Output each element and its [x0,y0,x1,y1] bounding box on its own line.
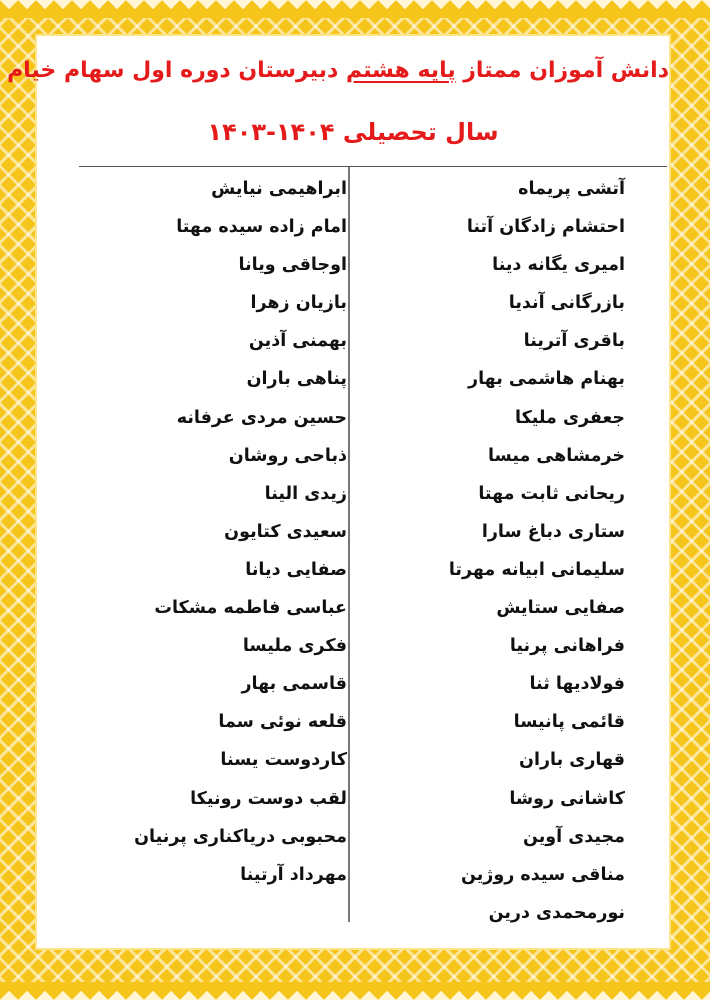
title-part1: دانش آموزان ممتاز [463,58,669,83]
student-name: مجیدی آوین [522,826,625,847]
student-name: نورمحمدی درین [488,902,625,923]
student-name: پناهی باران [246,369,347,390]
student-name: ذباحی روشان [228,445,347,466]
student-name: قلعه نوئی سما [218,712,347,733]
student-name: حسین مردی عرفانه [176,407,347,428]
student-name: قهاری باران [519,750,625,771]
student-name: آتشی پریماه [518,179,625,199]
student-name: بازیان زهرا [250,293,347,314]
student-name: مهرداد آرتینا [240,864,347,885]
student-name: فکری ملیسا [242,636,347,657]
student-name: لقب دوست رونیکا [190,788,347,809]
student-name: امیری یگانه دینا [492,255,625,276]
student-name: فراهانی پرنیا [509,636,625,657]
title-grade: پایه هشتم [345,58,456,83]
student-name: ستاری دباغ سارا [481,521,625,542]
student-name: بازرگانی آندیا [508,293,625,314]
student-name: صفایی دیانا [245,559,347,580]
student-name: قائمی پانیسا [513,712,625,733]
student-name: باقری آترینا [523,331,625,352]
student-name: صفایی ستایش [496,598,625,619]
student-name: بهنام هاشمی بهار [468,369,625,390]
content-panel [7,36,669,948]
student-name: امام زاده سیده مهتا [176,217,347,238]
student-name: قاسمی بهار [241,674,347,695]
border-edge-bottom [0,982,710,1000]
student-name: محبوبی دریاکناری پرنیان [134,826,347,847]
student-name: سلیمانی ابیانه مهرتا [448,559,625,580]
student-name: اوجاقی ویانا [238,255,347,276]
student-name: خرمشاهی میسا [487,445,625,466]
student-name: ابراهیمی نیایش [211,179,347,199]
academic-year: سال تحصیلی ۱۴۰۴-۱۴۰۳ [207,118,499,146]
page-title [7,58,669,83]
student-name: کاردوست یسنا [220,750,347,771]
student-name: مناقی سیده روژین [460,864,625,885]
student-name: عباسی فاطمه مشکات [154,598,347,619]
student-name: سعیدی کتایون [224,521,347,542]
student-name: احتشام زادگان آتنا [466,217,625,238]
student-name: زیدی الینا [264,483,347,504]
header-rule [79,166,667,167]
student-list-right [325,174,625,936]
title-part3: دبیرستان دوره اول سهام خیام [7,58,339,83]
student-name: جعفری ملیکا [515,407,625,428]
student-name: فولادیها ثنا [529,674,625,695]
student-list-left [37,174,347,898]
student-name: کاشانی روشا [509,788,625,809]
border-edge-top [0,0,710,18]
student-name: بهمنی آذین [248,331,347,352]
student-name: ریحانی ثابت مهتا [478,483,625,504]
